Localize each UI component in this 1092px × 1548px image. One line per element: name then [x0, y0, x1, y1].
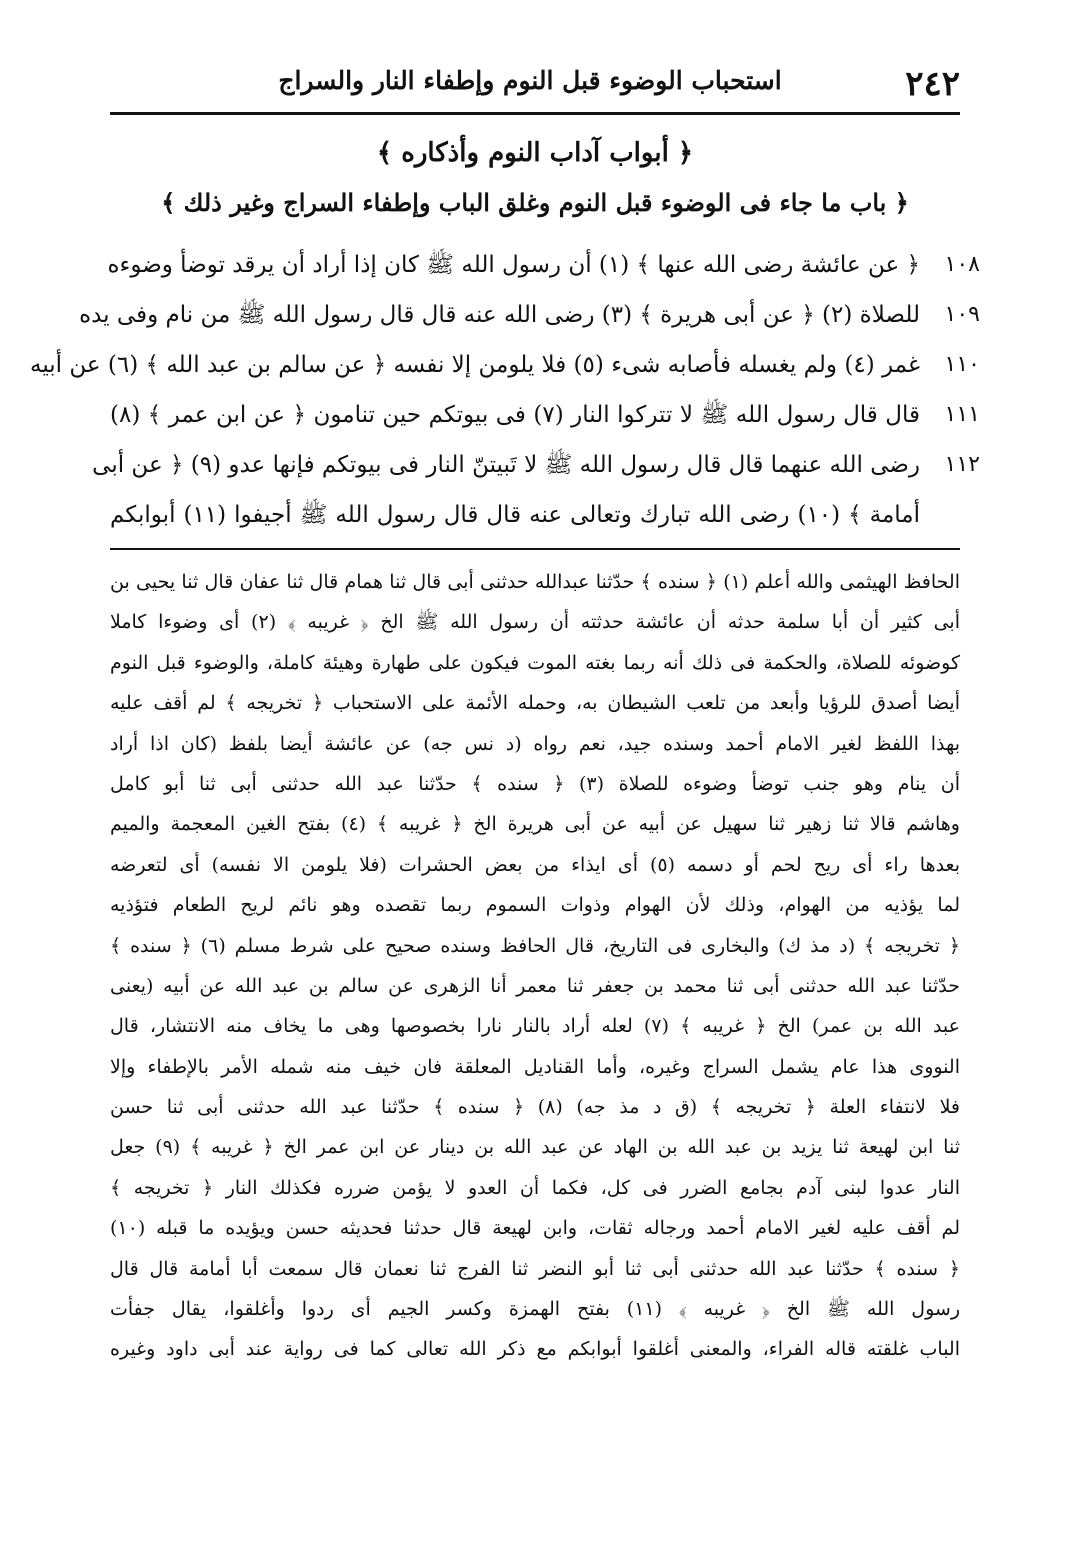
main-line-text: ﴿ عن عائشة رضى الله عنها ﴾ (١) أن رسول الله ﷺ كان إذا أراد أن يرقد توضأ وضوءه: [107, 252, 920, 278]
footnote-line: لما يؤذيه من الهوام، وذلك لأن الهوام وذوات السموم ربما تقصده وهو نائم لريح الطعام فتؤذيه: [110, 894, 960, 917]
footnote-line: الباب غلقته قاله الفراء، والمعنى أغلقوا أبوابكم مع ذكر الله تعالى كما فى رواية عند أبى داود وغيره: [110, 1338, 960, 1361]
footnote-line: حدّثنا عبد الله حدثنى أبى ثنا محمد بن جعفر ثنا معمر أنا الزهرى عن سالم بن عبد الله عن أبيه (يعنى: [110, 974, 960, 997]
footnote-line: عبد الله بن عمر) الخ ﴿ غريبه ﴾ (٧) لعله أراد بالنار نارا بخصوصها وهى ما يخاف منه الانتشار، قال: [110, 1015, 960, 1038]
footnote-line: لم أقف عليه لغير الامام أحمد ورجاله ثقات، وابن لهيعة قال حدثنا فحديثه حسن ويؤيده ما قبله (١٠): [110, 1217, 960, 1240]
footnote-line: بهذا اللفظ لغير الامام أحمد وسنده جيد، نعم رواه (د نس جه) عن عائشة أيضا بلفظ (كان اذا أراد: [110, 732, 960, 755]
main-line: [110, 490, 980, 540]
footnote-line: النووى هذا عام يشمل السراج وغيره، وأما القناديل المعلقة فان خيف منه شمله الأمر بالإطفاء وإلا: [110, 1055, 960, 1078]
footnote-line: ﴿ تخريجه ﴾ (د مذ ك) والبخارى فى التاريخ، قال الحافظ وسنده صحيح على شرط مسلم (٦) ﴿ سنده ﴾: [110, 934, 960, 957]
main-line: [79, 290, 980, 340]
main-line-text: قال قال رسول الله ﷺ لا تتركوا النار (٧) فى بيوتكم حين تنامون ﴿ عن ابن عمر ﴾ (٨): [110, 402, 920, 428]
running-title: استحباب الوضوء قبل النوم وإطفاء النار والسراج: [278, 66, 782, 95]
footnote-line: ثنا ابن لهيعة ثنا يزيد بن عبد الله بن الهاد عن عبد الله بن دينار عن ابن عمر الخ ﴿ غريبه ﴾ (٩) جعل: [110, 1136, 960, 1159]
footnote-line: الحافظ الهيثمى والله أعلم (١) ﴿ سنده ﴾ حدّثنا عبدالله حدثنى أبى قال ثنا همام قال ثنا عفان قال ثنا يحيى بن: [110, 571, 960, 593]
footnotes: [110, 562, 960, 1370]
footnote-line: وهاشم قالا ثنا زهير ثنا سهيل عن أبيه عن أبى هريرة الخ ﴿ غريبه ﴾ (٤) بفتح الغين المعجمة والميم: [110, 813, 960, 836]
main-line-text: رضى الله عنهما قال قال رسول الله ﷺ لا تَبيتنّ النار فى بيوتكم فإنها عدو (٩) ﴿ عن أبى: [92, 452, 920, 478]
hadith-number: ١٠٩: [944, 302, 980, 327]
hadith-number: ١١٢: [944, 452, 980, 477]
main-line: [30, 340, 980, 390]
main-line: [107, 240, 980, 290]
main-line-text: للصلاة (٢) ﴿ عن أبى هريرة ﴾ (٣) رضى الله عنه قال قال رسول الله ﷺ من نام وفى يده: [79, 302, 920, 328]
footnote-line: فلا لانتفاء العلة ﴿ تخريجه ﴾ (ق د مذ جه) (٨) ﴿ سنده ﴾ حدّثنا عبد الله حدثنى أبى ثنا حسن: [110, 1096, 960, 1119]
chapter-heading: ﴿ باب ما جاء فى الوضوء قبل النوم وغلق الباب وإطفاء السراج وغير ذلك ﴾: [161, 188, 909, 217]
main-line: [110, 390, 980, 440]
main-text: [30, 240, 980, 540]
hadith-number: ١١١: [944, 402, 980, 427]
footnote-line: أن ينام وهو جنب توضأ وضوءه للصلاة (٣) ﴿ سنده ﴾ حدّثنا عبد الله حدثنى أبى ثنا أبو كامل: [110, 772, 961, 795]
footnote-line: أيضا أصدق للرؤيا وأبعد من تلعب الشيطان به، وحمله الأئمة على الاستحباب ﴿ تخريجه ﴾ لم أقف عليه: [110, 692, 960, 715]
section-heading: ﴿ أبواب آداب النوم وأذكاره ﴾: [376, 138, 694, 168]
main-line-text: أمامة ﴾ (١٠) رضى الله تبارك وتعالى عنه قال قال رسول الله ﷺ أجيفوا (١١) أبوابكم: [110, 502, 920, 528]
page-header: [110, 64, 960, 106]
footnote-line: ﴿ سنده ﴾ حدّثنا عبد الله حدثنى أبى ثنا أبو النضر ثنا الفرج ثنا نعمان قال سمعت أبا أمامة قال قال: [110, 1257, 960, 1280]
header-rule: [110, 112, 960, 115]
footnote-line: كوضوئه للصلاة، والحكمة فى ذلك أنه ربما بغته الموت فيكون على طهارة وهيئة كاملة، والوضوء قبل النوم: [110, 651, 960, 674]
footnote-line: أبى كثير أن أبا سلمة حدثه أن عائشة حدثته أن رسول الله ﷺ الخ ﴿ غريبه ﴾ (٢) أى وضوءا كاملا: [110, 611, 960, 634]
page-number: ٢٤٢: [905, 64, 960, 104]
main-line: [92, 440, 980, 490]
main-line-text: غمر (٤) ولم يغسله فأصابه شىء (٥) فلا يلومن إلا نفسه ﴿ عن سالم بن عبد الله ﴾ (٦) عن أبيه: [30, 352, 920, 378]
hadith-number: ١٠٨: [944, 252, 980, 277]
footnote-line: رسول الله ﷺ الخ ﴿ غريبه ﴾ (١١) بفتح الهمزة وكسر الجيم أى ردوا وأغلقوا، يقال جفأت: [110, 1298, 960, 1321]
footnote-line: بعدها راء أى ريح لحم أو دسمه (٥) أى ايذاء من بعض الحشرات (فلا يلومن الا نفسه) أى لتعرضه: [110, 853, 961, 876]
hadith-number: ١١٠: [944, 352, 980, 377]
footnote-rule: [110, 548, 960, 550]
footnote-line: النار عدوا لبنى آدم بجامع الضرر فى كل، فكما أن العدو لا يؤمن ضرره فكذلك النار ﴿ تخريجه ﴾: [110, 1176, 960, 1199]
